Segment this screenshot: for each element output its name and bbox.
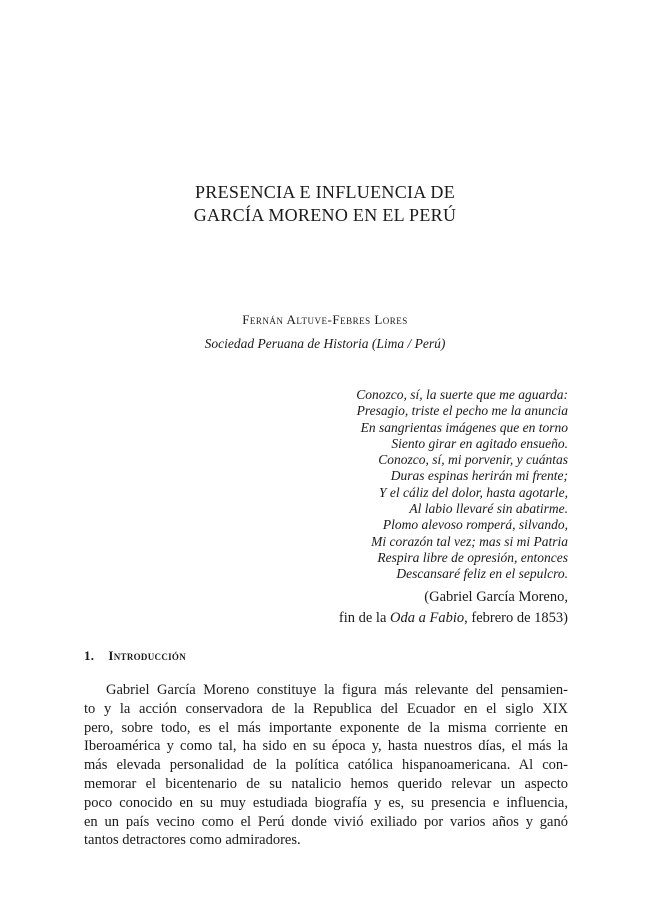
page-title-line-2: GARCÍA MORENO EN EL PERÚ [193, 205, 457, 225]
paragraph-line: Iberoamérica y como tal, ha sido en su época y, hasta nuestros días, el más la [84, 738, 568, 755]
epigraph-attribution-line-1: (Gabriel García Moreno, [424, 589, 568, 605]
author-name: Fernán Altuve-Febres Lores [242, 312, 408, 327]
epigraph-poem [356, 387, 568, 583]
attribution-suffix: , febrero de 1853) [464, 610, 568, 626]
paragraph-line: pero, sobre todo, es el más importante exponente de la misma corriente en [84, 719, 568, 736]
poem-line: En sangrientas imágenes que en torno [360, 419, 568, 435]
poem-line: Duras espinas herirán mi frente; [390, 468, 568, 484]
epigraph-attribution-line-2 [339, 610, 568, 627]
poem-line: Mi corazón tal vez; mas si mi Patria [371, 533, 568, 549]
poem-line: Respira libre de opresión, entonces [377, 549, 568, 565]
poem-line: Siento girar en agitado ensueño. [391, 435, 568, 451]
poem-line: Conozco, sí, la suerte que me aguarda: [356, 387, 568, 402]
paragraph-line: to y la acción conservadora de la Republica del Ecuador en el siglo XIX [84, 700, 568, 717]
paragraph-line: más elevada personalidad de la política católica hispanoamericana. Al con- [84, 757, 568, 774]
poem-line: Conozco, sí, mi porvenir, y cuántas [378, 452, 568, 468]
paragraph-line: Gabriel García Moreno constituye la figura más relevante del pensamien- [106, 682, 568, 698]
poem-line: Presagio, triste el pecho me la anuncia [356, 403, 568, 419]
paragraph-line: tantos detractores como admiradores. [84, 832, 301, 849]
poem-line: Descansaré feliz en el sepulcro. [396, 566, 568, 582]
paragraph-line: en un país vecino como el Perú donde vivió exiliado por varios años y ganó [84, 813, 568, 830]
poem-line: Plomo alevoso romperá, silvando, [382, 517, 568, 533]
section-title: Introducción [108, 648, 187, 663]
section-number: 1. [84, 648, 95, 663]
poem-line: Y el cáliz del dolor, hasta agotarle, [379, 484, 568, 500]
body-paragraph [84, 681, 568, 850]
attribution-prefix: fin de la [338, 610, 391, 626]
page-title-line-1: PRESENCIA E INFLUENCIA DE [194, 182, 455, 202]
author-affiliation: Sociedad Peruana de Historia (Lima / Perú) [204, 336, 446, 351]
section-heading [84, 648, 186, 664]
paragraph-line: poco conocido en su muy estudiada biografía y es, su presencia e influencia, [84, 794, 568, 811]
attribution-work-title: Oda a Fabio [390, 610, 465, 626]
paragraph-line: memorar el bicentenario de su natalicio hemos querido relevar un aspecto [84, 775, 568, 792]
poem-line: Al labio llevaré sin abatirme. [409, 501, 568, 517]
